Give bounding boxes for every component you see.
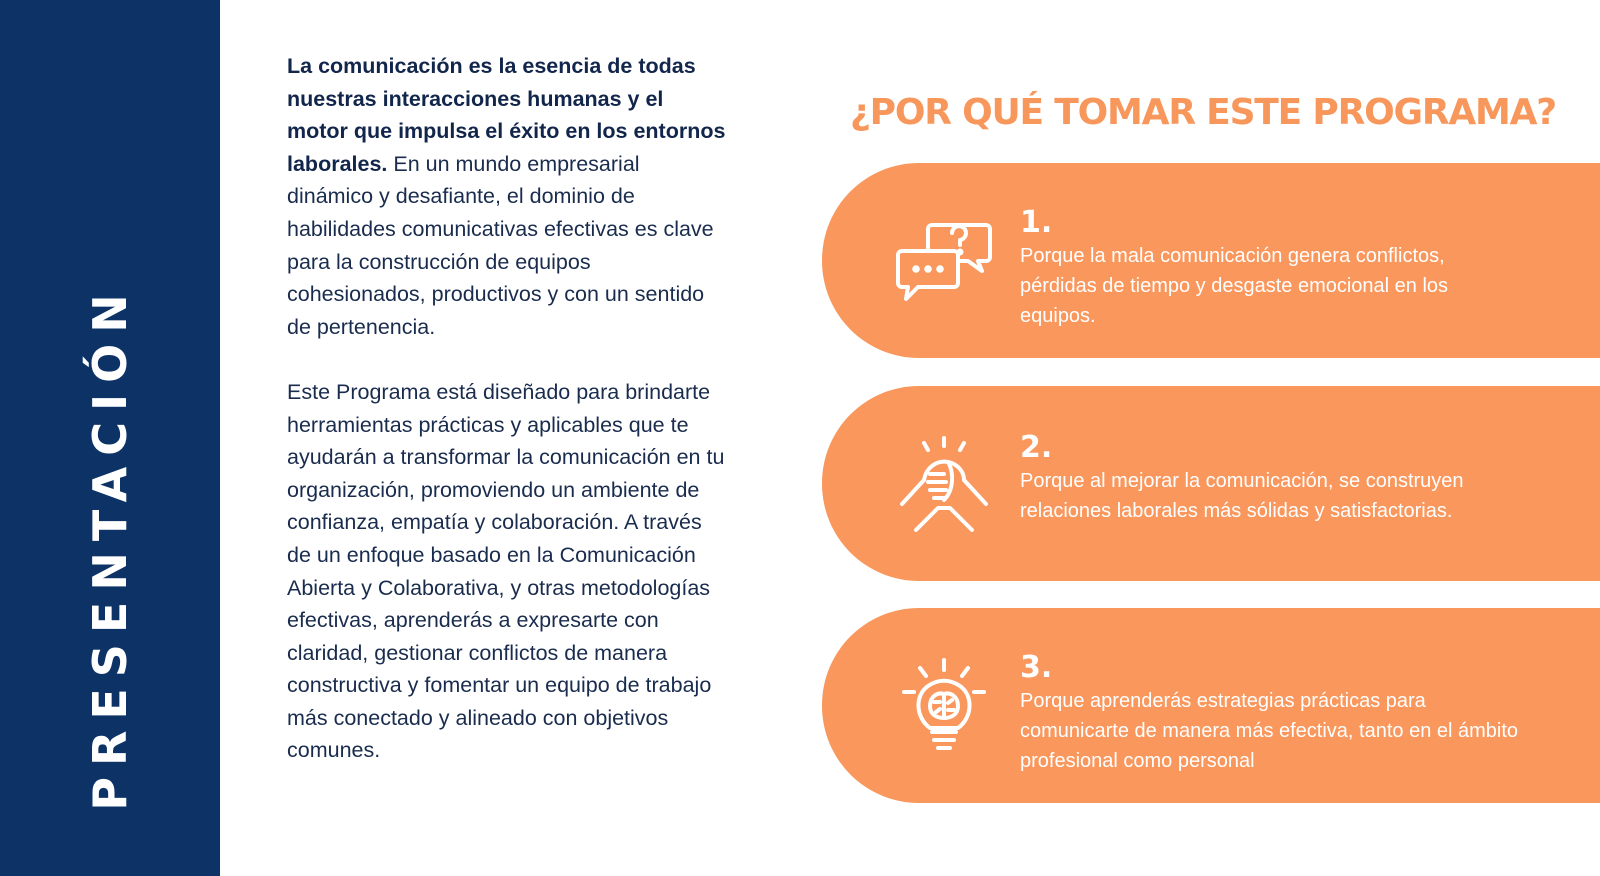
lightbulb-brain-icon (894, 656, 994, 756)
intro-lead: La comunicación es la esencia de todas nuestras interacciones humanas y el motor que impulsa el éxito en los entornos laborales. (287, 54, 726, 176)
reason-number-3: 3. (1020, 650, 1053, 685)
sidebar (0, 0, 220, 876)
reason-number-1: 1. (1020, 205, 1053, 240)
intro-paragraph-1-rest: En un mundo empresarial dinámico y desafiante, el dominio de habilidades comunicativas efectivas es clave para la construcción de equipos cohesionados, productivos y con un sentido de pertenencia. (287, 151, 714, 339)
reason-number-2: 2. (1020, 430, 1053, 465)
intro-paragraph-1 (287, 50, 727, 343)
intro-text (287, 50, 727, 767)
reason-text-1: Porque la mala comunicación genera conflictos, pérdidas de tiempo y desgaste emocional en los equipos. (1020, 245, 1449, 327)
reason-text-3: Porque aprenderás estrategias prácticas para comunicarte de manera más efectiva, tanto en el ámbito profesional como personal (1020, 690, 1519, 772)
sidebar-title: PRESENTACIÓN (83, 283, 137, 811)
intro-paragraph-2: Este Programa está diseñado para brindarte herramientas prácticas y aplicables que te ayudarán a transformar la comunicación en tu organización, promoviendo un ambiente de confianza, empatía y colaboración. A través de un enfoque basado en la Comunicación Abierta y Colaborativa, y otras metodologías efectivas, aprenderás a expresarte con claridad, gestionar conflictos de manera constructiva y fomentar un equipo de trabajo más conectado y alineado con objetivos comunes. (287, 379, 725, 763)
section-heading: ¿POR QUÉ TOMAR ESTE PROGRAMA? (850, 92, 1556, 133)
reason-card-3 (822, 608, 1600, 803)
reason-text-2: Porque al mejorar la comunicación, se construyen relaciones laborales más sólidas y satisfactorias. (1020, 470, 1464, 522)
reason-card-1 (822, 163, 1600, 358)
handshake-icon (894, 434, 994, 534)
reason-card-2 (822, 386, 1600, 581)
chat-bubbles-icon (894, 211, 994, 311)
